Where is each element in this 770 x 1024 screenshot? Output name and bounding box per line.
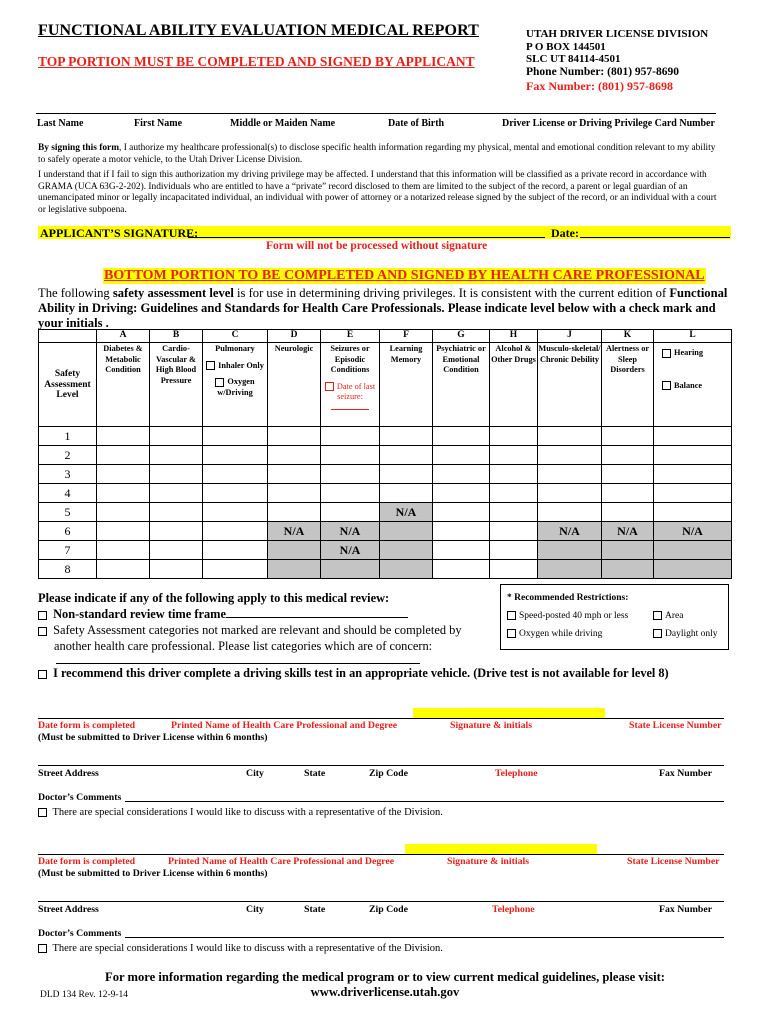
level-cell[interactable] (654, 484, 732, 503)
date-completed-label-1: Date form is completed (38, 720, 136, 731)
last-name-label: Last Name (37, 118, 84, 129)
printed-name-label-1: Printed Name of Health Care Professional and Degree (171, 720, 398, 731)
review-item-categories[interactable] (38, 622, 488, 654)
applicant-info-line[interactable] (36, 113, 716, 114)
signature-date-label: Date: (551, 226, 579, 240)
fax-label-2: Fax Number (659, 904, 713, 915)
level-cell[interactable] (268, 427, 321, 446)
level-row-1 (39, 427, 732, 446)
column-k-header: K (602, 330, 654, 343)
oxygen-restriction-checkbox[interactable] (507, 629, 516, 638)
cardiovascular-header: Cardio-Vascular & High Blood Pressure (150, 343, 203, 427)
agency-phone: Phone Number: (801) 957-8690 (526, 66, 679, 78)
level-cell[interactable] (268, 446, 321, 465)
special-considerations-2[interactable] (38, 943, 443, 954)
agency-fax: Fax Number: (801) 957-8698 (526, 79, 673, 93)
level-label-3: 3 (39, 465, 97, 484)
column-a-header: A (97, 330, 150, 343)
form-revision: DLD 134 Rev. 12-9-14 (40, 990, 129, 1000)
level-cell[interactable] (150, 465, 203, 484)
level-label-4: 4 (39, 484, 97, 503)
level-cell[interactable] (490, 427, 538, 446)
comments-label-1: Doctor’s Comments (38, 792, 122, 803)
form-title: FUNCTIONAL ABILITY EVALUATION MEDICAL REPORT (38, 22, 479, 39)
level-cell[interactable] (321, 427, 380, 446)
hearing-checkbox[interactable] (662, 349, 671, 358)
special-considerations-1[interactable] (38, 807, 443, 818)
level-cell[interactable] (490, 465, 538, 484)
level-cell[interactable] (150, 560, 203, 579)
level-cell[interactable] (268, 465, 321, 484)
level-cell[interactable] (203, 427, 268, 446)
speed-checkbox[interactable] (507, 611, 516, 620)
balance-checkbox[interactable] (662, 381, 671, 390)
level-cell[interactable] (97, 465, 150, 484)
seizures-label: Seizures or Episodic Conditions (330, 344, 370, 374)
level-cell[interactable] (490, 446, 538, 465)
level-cell[interactable] (654, 427, 732, 446)
gray-cell-f7 (380, 541, 433, 560)
level-row-4 (39, 484, 732, 503)
level-cell[interactable] (433, 484, 490, 503)
address-line-1[interactable] (38, 765, 724, 766)
state-label-1: State (304, 768, 326, 779)
level-cell[interactable] (150, 427, 203, 446)
na-cell-l6: N/A (654, 522, 732, 541)
authorization-paragraph (38, 143, 724, 166)
level-cell[interactable] (654, 503, 732, 522)
learning-memory-header: Learning Memory (380, 343, 433, 427)
hearing-option[interactable] (662, 348, 731, 359)
date-completed-label-2: Date form is completed (38, 856, 136, 867)
driving-test-checkbox[interactable] (38, 670, 47, 679)
level-cell[interactable] (203, 484, 268, 503)
area-restriction[interactable] (653, 611, 683, 621)
agency-city: SLC UT 84114-4501 (526, 53, 621, 65)
level-cell[interactable] (150, 484, 203, 503)
balance-option[interactable] (662, 381, 731, 392)
timeframe-field[interactable] (226, 617, 408, 618)
gray-cell-d7 (268, 541, 321, 560)
level-label-7: 7 (39, 541, 97, 560)
level-cell[interactable] (150, 541, 203, 560)
pulmonary-label: Pulmonary (215, 344, 255, 353)
intro-text-2: is for use in determining driving privileges. It is consistent with the current edition of (233, 286, 670, 300)
categories-field[interactable] (56, 663, 420, 664)
intro-bold-1: safety assessment level (112, 286, 234, 300)
special-considerations-checkbox-1[interactable] (38, 808, 47, 817)
level-row-6 (39, 522, 732, 541)
oxygen-label: Oxygen w/Driving (217, 377, 255, 397)
level-cell[interactable] (203, 465, 268, 484)
balance-label: Balance (674, 380, 703, 390)
level-cell[interactable] (602, 484, 654, 503)
submit-note-2: (Must be submitted to Driver License within 6 months) (38, 868, 268, 879)
special-considerations-label-2: There are special considerations I would like to discuss with a representative of the Division. (52, 943, 443, 954)
comments-label-2: Doctor’s Comments (38, 928, 122, 939)
zip-label-1: Zip Code (369, 768, 408, 779)
provider-line-1[interactable] (38, 718, 724, 719)
column-e-header: E (321, 330, 380, 343)
printed-name-label-2: Printed Name of Health Care Professional and Degree (168, 856, 395, 867)
level-label-1: 1 (39, 427, 97, 446)
level-cell[interactable] (490, 522, 538, 541)
review-item-timeframe[interactable] (38, 606, 488, 622)
inhaler-checkbox[interactable] (206, 361, 215, 370)
level-cell[interactable] (654, 465, 732, 484)
level-cell[interactable] (97, 503, 150, 522)
level-cell[interactable] (150, 522, 203, 541)
street-label-1: Street Address (38, 768, 99, 779)
level-cell[interactable] (380, 427, 433, 446)
level-cell[interactable] (538, 427, 602, 446)
column-j-header: J (538, 330, 602, 343)
level-cell[interactable] (150, 446, 203, 465)
neurologic-header: Neurologic (268, 343, 321, 427)
applicant-instruction: TOP PORTION MUST BE COMPLETED AND SIGNED BY APPLICANT (38, 54, 475, 69)
level-cell[interactable] (97, 560, 150, 579)
seizure-date-checkbox[interactable] (325, 382, 334, 391)
level-cell[interactable] (602, 446, 654, 465)
level-cell[interactable] (203, 560, 268, 579)
level-cell[interactable] (97, 541, 150, 560)
oxygen-checkbox[interactable] (215, 378, 224, 387)
level-cell[interactable] (321, 484, 380, 503)
level-cell[interactable] (602, 465, 654, 484)
signature-warning: Form will not be processed without signature (266, 240, 488, 252)
level-cell[interactable] (433, 427, 490, 446)
musculoskeletal-header: Musculo-skeletal/ Chronic Debility (538, 343, 602, 427)
first-name-label: First Name (134, 118, 183, 129)
oxygen-restriction-label: Oxygen while driving (519, 629, 603, 639)
level-cell[interactable] (203, 503, 268, 522)
gray-cell-l7 (654, 541, 732, 560)
state-label-2: State (304, 904, 326, 915)
level-cell[interactable] (433, 522, 490, 541)
footer-info: For more information regarding the medical program or to view current medical guidelines, please visit: (105, 970, 665, 984)
gray-cell-j7 (538, 541, 602, 560)
signature-label: APPLICANT’S SIGNATURE: (40, 226, 199, 240)
level-cell[interactable] (203, 541, 268, 560)
telephone-label-1: Telephone (495, 768, 538, 779)
level-cell[interactable] (490, 541, 538, 560)
seizure-date-label: Date of last seizure: (336, 381, 376, 401)
level-row-3 (39, 465, 732, 484)
gray-cell-k7 (602, 541, 654, 560)
seizures-header (321, 343, 380, 427)
na-cell-e6: N/A (321, 522, 380, 541)
level-cell[interactable] (97, 522, 150, 541)
level-cell[interactable] (433, 560, 490, 579)
intro-text-1: The following (38, 286, 113, 300)
level-row-5 (39, 503, 732, 522)
level-cell[interactable] (380, 465, 433, 484)
gray-cell-e8 (321, 560, 380, 579)
signature-initials-label-2: Signature & initials (447, 856, 530, 867)
license-number-label: Driver License or Driving Privilege Card Number (502, 118, 715, 129)
timeframe-label: Non-standard review time frame (53, 607, 226, 621)
street-label-2: Street Address (38, 904, 99, 915)
seizure-date-field[interactable] (331, 409, 369, 410)
level-cell[interactable] (538, 503, 602, 522)
level-cell[interactable] (203, 522, 268, 541)
column-g-header: G (433, 330, 490, 343)
driving-test-label: I recommend this driver complete a driving skills test in an appropriate vehicle. (Drive test is not available for level 8) (53, 666, 669, 680)
recommended-restrictions-box (500, 584, 729, 650)
signature-field[interactable] (188, 237, 545, 238)
review-section (38, 590, 488, 654)
oxygen-restriction[interactable] (507, 629, 602, 639)
footer-url[interactable]: www.driverlicense.utah.gov (310, 985, 460, 999)
inhaler-option[interactable] (203, 361, 267, 372)
level-cell[interactable] (150, 503, 203, 522)
comments-field-2[interactable] (125, 937, 724, 938)
level-label-5: 5 (39, 503, 97, 522)
level-cell[interactable] (321, 465, 380, 484)
column-d-header: D (268, 330, 321, 343)
oxygen-option[interactable] (203, 377, 267, 398)
state-license-label-1: State License Number (629, 720, 722, 731)
gray-cell-l8 (654, 560, 732, 579)
timeframe-checkbox[interactable] (38, 611, 47, 620)
level-cell[interactable] (433, 446, 490, 465)
diabetes-header: Diabetes & Metabolic Condition (97, 343, 150, 427)
level-cell[interactable] (321, 446, 380, 465)
level-cell[interactable] (490, 560, 538, 579)
safety-level-header: Safety Assessment Level (39, 343, 97, 427)
grama-paragraph: I understand that if I fail to sign this authorization my driving privilege may be affected. I understand that this information will be classified as a private record in accordance with GRAMA (UCA 63G-2-202). Individuals who are entitled to have a “private” record disclosed to them are limited to the subject of the record, a parent or legal guardian of an unemancipated minor or legally incapacitated individual, an individual with power of attorney or a notarized release signed by the subject of the record, or an individual with a court or legislative subpoena. (38, 170, 717, 215)
gray-cell-k8 (602, 560, 654, 579)
assessment-intro (38, 286, 738, 331)
city-label-1: City (246, 768, 264, 779)
state-license-label-2: State License Number (627, 856, 720, 867)
gray-cell-d8 (268, 560, 321, 579)
applicant-signature-row (38, 226, 731, 239)
level-cell[interactable] (433, 541, 490, 560)
area-checkbox[interactable] (653, 611, 662, 620)
gray-cell-f6 (380, 522, 433, 541)
level-cell[interactable] (268, 484, 321, 503)
submit-note-1: (Must be submitted to Driver License within 6 months) (38, 732, 268, 743)
level-cell[interactable] (380, 446, 433, 465)
categories-checkbox[interactable] (38, 627, 47, 636)
column-c-header: C (203, 330, 268, 343)
level-row-7 (39, 541, 732, 560)
gray-cell-f8 (380, 560, 433, 579)
level-cell[interactable] (538, 465, 602, 484)
na-cell-e7: N/A (321, 541, 380, 560)
level-cell[interactable] (490, 484, 538, 503)
categories-label: Safety Assessment categories not marked are relevant and should be completed by another health care professional. Please list categories which are of concern: (53, 623, 462, 653)
telephone-label-2: Telephone (492, 904, 535, 915)
provider-line-2[interactable] (38, 854, 724, 855)
zip-label-2: Zip Code (369, 904, 408, 915)
level-row-2 (39, 446, 732, 465)
fax-label-1: Fax Number (659, 768, 713, 779)
column-b-header: B (150, 330, 203, 343)
column-f-header: F (380, 330, 433, 343)
level-label-2: 2 (39, 446, 97, 465)
seizure-date-option[interactable] (321, 382, 379, 403)
alcohol-drugs-header: Alcohol & Other Drugs (490, 343, 538, 427)
na-cell-d6: N/A (268, 522, 321, 541)
na-cell-j6: N/A (538, 522, 602, 541)
gray-cell-j8 (538, 560, 602, 579)
city-label-2: City (246, 904, 264, 915)
dob-label: Date of Birth (388, 118, 445, 129)
area-label: Area (665, 611, 684, 621)
agency-po-box: P O BOX 144501 (526, 41, 606, 53)
level-cell[interactable] (602, 427, 654, 446)
na-cell-k6: N/A (602, 522, 654, 541)
intro-bold-2: Functional Ability in Driving: Guidelines and Standards for Health Care Professionals. Please indicate level below with a check mark and your initials . (38, 286, 728, 330)
level-label-6: 6 (39, 522, 97, 541)
authorization-lead: By signing this form (38, 143, 120, 153)
level-label-8: 8 (39, 560, 97, 579)
level-cell[interactable] (380, 484, 433, 503)
inhaler-label: Inhaler Only (218, 360, 264, 370)
speed-restriction[interactable] (507, 611, 628, 621)
level-cell[interactable] (97, 484, 150, 503)
level-cell[interactable] (97, 427, 150, 446)
level-cell[interactable] (321, 503, 380, 522)
daylight-label: Daylight only (665, 629, 718, 639)
daylight-restriction[interactable] (653, 629, 718, 639)
safety-assessment-table (38, 329, 732, 579)
level-cell[interactable] (654, 446, 732, 465)
address-line-2[interactable] (38, 901, 724, 902)
signature-date-field[interactable] (580, 237, 730, 238)
speed-label: Speed-posted 40 mph or less (519, 611, 629, 621)
level-cell[interactable] (433, 465, 490, 484)
health-professional-title: BOTTOM PORTION TO BE COMPLETED AND SIGNED BY HEALTH CARE PROFESSIONAL (104, 268, 705, 283)
level-cell[interactable] (203, 446, 268, 465)
table-corner-cell (39, 330, 97, 343)
level-cell[interactable] (433, 503, 490, 522)
level-cell[interactable] (538, 484, 602, 503)
level-row-8 (39, 560, 732, 579)
alertness-header: Alertness or Sleep Disorders (602, 343, 654, 427)
level-cell[interactable] (538, 446, 602, 465)
column-l-header: L (654, 330, 732, 343)
comments-field-1[interactable] (125, 801, 724, 802)
middle-name-label: Middle or Maiden Name (230, 118, 336, 129)
special-considerations-label-1: There are special considerations I would like to discuss with a representative of the Division. (52, 807, 443, 818)
review-heading: Please indicate if any of the following apply to this medical review: (38, 591, 390, 605)
restrictions-heading: * Recommended Restrictions: (507, 593, 629, 603)
hearing-balance-header (654, 343, 732, 427)
na-cell-f5: N/A (380, 503, 433, 522)
authorization-text: , I authorize my healthcare professional(s) to disclose specific health information regarding my physical, mental and emotional condition relevant to my ability to safely operate a motor vehicle, to the Utah Driver License Division. (38, 143, 716, 165)
daylight-checkbox[interactable] (653, 629, 662, 638)
column-h-header: H (490, 330, 538, 343)
level-cell[interactable] (490, 503, 538, 522)
signature-initials-label-1: Signature & initials (450, 720, 533, 731)
agency-name: UTAH DRIVER LICENSE DIVISION (526, 28, 709, 40)
psychiatric-header: Psychiatric or Emotional Condition (433, 343, 490, 427)
special-considerations-checkbox-2[interactable] (38, 944, 47, 953)
level-cell[interactable] (268, 503, 321, 522)
level-cell[interactable] (602, 503, 654, 522)
pulmonary-header (203, 343, 268, 427)
driving-test-option[interactable] (38, 666, 669, 681)
hearing-label: Hearing (674, 348, 704, 357)
level-cell[interactable] (97, 446, 150, 465)
